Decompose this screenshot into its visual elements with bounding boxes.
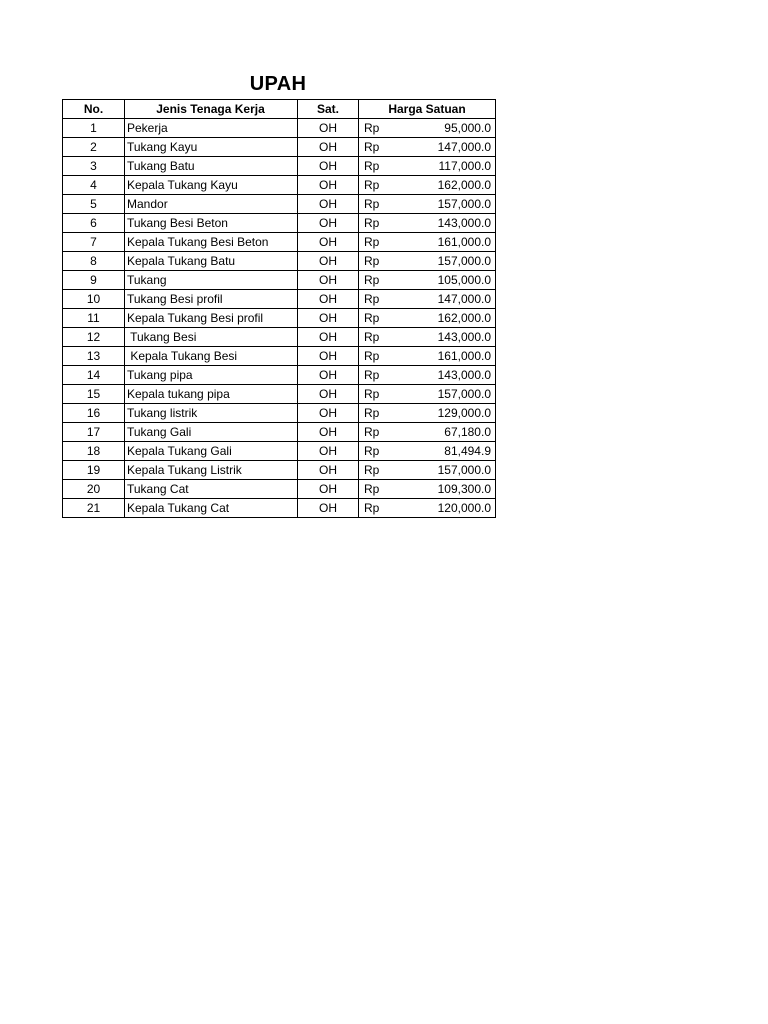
row-unit: OH (298, 290, 359, 309)
table-row (63, 461, 496, 480)
row-unit-price: 109,300.0 (397, 480, 496, 499)
table-row (63, 309, 496, 328)
row-worker-type: Kepala Tukang Batu (125, 252, 298, 271)
row-currency: Rp (359, 309, 397, 328)
row-worker-type: Kepala Tukang Besi Beton (125, 233, 298, 252)
row-worker-type: Kepala Tukang Listrik (125, 461, 298, 480)
row-number: 20 (63, 480, 125, 499)
row-unit: OH (298, 461, 359, 480)
row-unit-price: 147,000.0 (397, 138, 496, 157)
row-unit: OH (298, 404, 359, 423)
row-number: 7 (63, 233, 125, 252)
row-unit-price: 143,000.0 (397, 214, 496, 233)
table-row (63, 423, 496, 442)
table-row (63, 366, 496, 385)
table-row (63, 138, 496, 157)
table-body (63, 119, 496, 518)
row-unit-price: 67,180.0 (397, 423, 496, 442)
row-currency: Rp (359, 157, 397, 176)
table-row (63, 233, 496, 252)
row-worker-type: Kepala Tukang Gali (125, 442, 298, 461)
row-worker-type: Tukang Besi profil (125, 290, 298, 309)
row-unit-price: 157,000.0 (397, 385, 496, 404)
row-worker-type: Tukang (125, 271, 298, 290)
table-row (63, 442, 496, 461)
row-unit: OH (298, 366, 359, 385)
header-name: Jenis Tenaga Kerja (125, 100, 298, 119)
row-currency: Rp (359, 499, 397, 518)
row-number: 10 (63, 290, 125, 309)
header-no: No. (63, 100, 125, 119)
row-worker-type: Tukang Besi (125, 328, 298, 347)
row-worker-type: Tukang Gali (125, 423, 298, 442)
table-header-row (63, 100, 496, 119)
row-unit-price: 129,000.0 (397, 404, 496, 423)
table-row (63, 119, 496, 138)
table-row (63, 328, 496, 347)
row-currency: Rp (359, 290, 397, 309)
row-worker-type: Kepala tukang pipa (125, 385, 298, 404)
row-currency: Rp (359, 328, 397, 347)
row-number: 12 (63, 328, 125, 347)
row-currency: Rp (359, 138, 397, 157)
row-currency: Rp (359, 461, 397, 480)
row-number: 9 (63, 271, 125, 290)
row-worker-type: Tukang Kayu (125, 138, 298, 157)
row-unit: OH (298, 157, 359, 176)
row-currency: Rp (359, 442, 397, 461)
row-worker-type: Tukang Cat (125, 480, 298, 499)
row-worker-type: Kepala Tukang Besi (125, 347, 298, 366)
row-number: 8 (63, 252, 125, 271)
row-unit: OH (298, 271, 359, 290)
row-currency: Rp (359, 119, 397, 138)
table-row (63, 214, 496, 233)
row-number: 21 (63, 499, 125, 518)
row-unit-price: 143,000.0 (397, 366, 496, 385)
table-row (63, 347, 496, 366)
table-row (63, 290, 496, 309)
row-unit-price: 143,000.0 (397, 328, 496, 347)
row-unit-price: 161,000.0 (397, 233, 496, 252)
row-worker-type: Kepala Tukang Cat (125, 499, 298, 518)
row-worker-type: Pekerja (125, 119, 298, 138)
row-number: 1 (63, 119, 125, 138)
header-unit: Sat. (298, 100, 359, 119)
row-unit-price: 105,000.0 (397, 271, 496, 290)
row-number: 4 (63, 176, 125, 195)
row-worker-type: Tukang Batu (125, 157, 298, 176)
row-currency: Rp (359, 366, 397, 385)
table-row (63, 252, 496, 271)
page-title: UPAH (249, 73, 307, 95)
row-currency: Rp (359, 214, 397, 233)
table-row (63, 195, 496, 214)
row-number: 3 (63, 157, 125, 176)
row-currency: Rp (359, 233, 397, 252)
row-currency: Rp (359, 195, 397, 214)
row-number: 16 (63, 404, 125, 423)
row-currency: Rp (359, 176, 397, 195)
row-unit-price: 157,000.0 (397, 195, 496, 214)
row-worker-type: Tukang pipa (125, 366, 298, 385)
row-number: 5 (63, 195, 125, 214)
row-unit-price: 81,494.9 (397, 442, 496, 461)
row-unit: OH (298, 499, 359, 518)
row-unit-price: 95,000.0 (397, 119, 496, 138)
row-unit: OH (298, 138, 359, 157)
row-worker-type: Tukang listrik (125, 404, 298, 423)
row-number: 14 (63, 366, 125, 385)
row-unit-price: 117,000.0 (397, 157, 496, 176)
row-unit-price: 157,000.0 (397, 252, 496, 271)
row-unit: OH (298, 119, 359, 138)
table-row (63, 385, 496, 404)
header-price: Harga Satuan (359, 100, 496, 119)
row-number: 19 (63, 461, 125, 480)
row-number: 13 (63, 347, 125, 366)
row-unit: OH (298, 442, 359, 461)
table-row (63, 176, 496, 195)
table-row (63, 404, 496, 423)
row-number: 18 (63, 442, 125, 461)
row-worker-type: Kepala Tukang Kayu (125, 176, 298, 195)
row-currency: Rp (359, 252, 397, 271)
row-worker-type: Tukang Besi Beton (125, 214, 298, 233)
row-unit: OH (298, 252, 359, 271)
row-unit: OH (298, 480, 359, 499)
row-unit: OH (298, 328, 359, 347)
row-currency: Rp (359, 404, 397, 423)
row-unit-price: 162,000.0 (397, 176, 496, 195)
row-unit: OH (298, 385, 359, 404)
row-unit: OH (298, 347, 359, 366)
row-currency: Rp (359, 347, 397, 366)
table-row (63, 499, 496, 518)
table-row (63, 480, 496, 499)
row-unit: OH (298, 423, 359, 442)
row-unit-price: 162,000.0 (397, 309, 496, 328)
row-unit: OH (298, 176, 359, 195)
table-row (63, 271, 496, 290)
row-number: 6 (63, 214, 125, 233)
row-currency: Rp (359, 423, 397, 442)
row-number: 15 (63, 385, 125, 404)
row-unit-price: 157,000.0 (397, 461, 496, 480)
row-unit-price: 120,000.0 (397, 499, 496, 518)
row-unit: OH (298, 309, 359, 328)
row-number: 11 (63, 309, 125, 328)
row-unit-price: 161,000.0 (397, 347, 496, 366)
table-row (63, 157, 496, 176)
row-currency: Rp (359, 480, 397, 499)
row-worker-type: Kepala Tukang Besi profil (125, 309, 298, 328)
row-unit-price: 147,000.0 (397, 290, 496, 309)
row-currency: Rp (359, 385, 397, 404)
row-unit: OH (298, 214, 359, 233)
row-unit: OH (298, 233, 359, 252)
row-currency: Rp (359, 271, 397, 290)
row-worker-type: Mandor (125, 195, 298, 214)
wage-table (62, 99, 496, 518)
row-number: 17 (63, 423, 125, 442)
row-number: 2 (63, 138, 125, 157)
row-unit: OH (298, 195, 359, 214)
